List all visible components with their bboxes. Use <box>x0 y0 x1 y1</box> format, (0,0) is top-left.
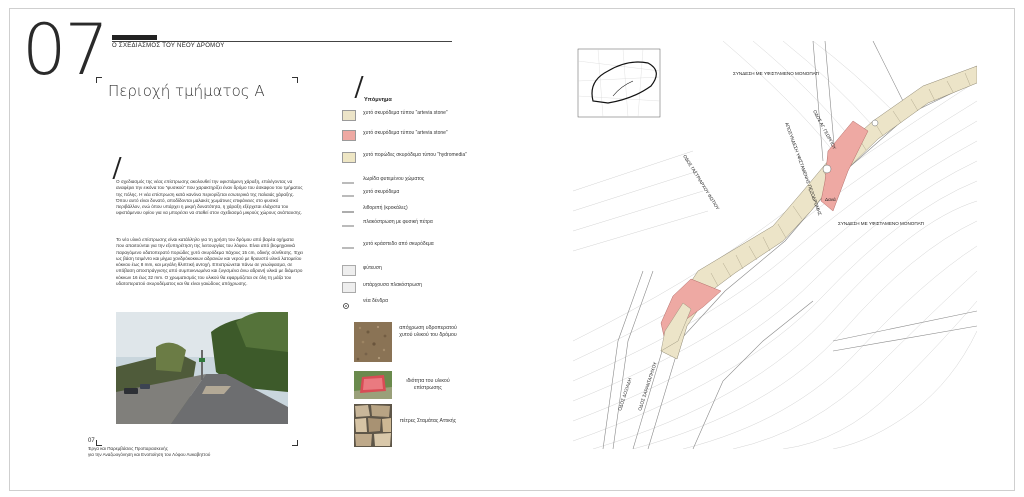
legend-label: υπάρχουσα πλακόστρωση <box>363 282 422 288</box>
legend-line <box>342 205 354 215</box>
chapter-number: 07 <box>22 9 108 91</box>
footer-line-2: για την Αναζωογόνηση και Ενοποίηση του Λόφου Λυκαβηττού <box>88 452 211 457</box>
legend-item <box>342 205 492 215</box>
legend-box <box>342 282 356 293</box>
legend-label: χυτό κράσπεδο από σκυρόδεμα <box>363 241 434 247</box>
site-plan-drawing <box>573 41 977 449</box>
tree-icon <box>342 298 354 308</box>
legend-title: Υπόμνημα <box>364 97 392 103</box>
crop-mark-tl <box>96 77 102 83</box>
crop-mark-br <box>292 440 298 446</box>
legend-label: χυτό σκυρόδεμα τύπου “artevia stone” <box>363 130 448 136</box>
legend-label: φύτευση <box>363 265 382 271</box>
body-paragraph-1: Ο σχεδιασμός της νέας επίστρωσης ακολουθεί την υφιστάμενη χάραξη, επιλέγοντας να αναφέρει την εικόνα του “φυσικού” που χαρακτηρίζει έναν δρόμο του άσκαφου του τμήματος της πόλης. Η νέα επίστρωση κατά κανόνα περιορίζεται εσωτερικά της παλαιάς χάραξης. Όπου αυτό είναι δυνατό, αποδίδονται μαλακές χωμάτινες επιφάνειες στο φυσικό περιβάλλον, ενώ όπου υπάρχει η μικρή δυνατότητα, η χάραξη εξέρχεται ελάχιστα του υφιστάμενου ορίου για να μπορέσει να σταθεί στον σχεδιασμό μικρούς χώρους ανάπαυσης. <box>116 179 303 216</box>
legend-swatch <box>342 130 356 141</box>
material-label-3: πέτρες Σταμάτας Αττικής <box>399 418 457 424</box>
legend-label: λωρίδα φυτεμένου χώματος <box>363 176 425 182</box>
section-title: Περιοχή τμήματος Α <box>108 82 265 100</box>
legend-item <box>342 282 492 292</box>
map-label-street-b: ΟΔΟΣ ΓΑΣΤΡΙΑΡΧΟΥ ΦΩΤΙΟΥ <box>682 153 721 211</box>
footer-line-1: Έργα και Παρεμβάσεις Προπαρασκευής <box>88 446 168 451</box>
map-label-stair: ΑΠΟΣΥΝΔΕΣΗ ΥΦΙΣΤΑΜΕΝΗΣ ΠΕΖΟΔΡΟΜΗΣ <box>784 121 823 217</box>
legend-swatch <box>342 110 356 121</box>
footer-page-number: 07 <box>88 438 95 444</box>
legend-item <box>342 176 492 186</box>
material-sample-stones <box>354 404 392 447</box>
heading-bar <box>112 35 157 40</box>
legend-label: πλακόστρωση με φυσική πέτρα <box>363 219 433 225</box>
legend-label: λιθοριπή (κροκάλες) <box>363 205 408 211</box>
legend-item <box>342 189 492 199</box>
material-sample-paving <box>354 371 392 399</box>
map-label-path-top: ΣΥΝΔΕΣΗ ΜΕ ΥΦΙΣΤΑΜΕΝΟ ΜΟΝΟΠΑΤΙ <box>733 71 820 76</box>
material-sample-gravel <box>354 322 392 362</box>
map-label-street-a: ΟΔΟΣ ΑΓ. ΓΕΩΡΓΙΟΥ <box>812 109 838 151</box>
legend-item <box>342 265 492 275</box>
legend-label: χυτό πορώδες σκυρόδεμα τύπου “hydromedia” <box>363 152 467 158</box>
legend-item <box>342 130 492 140</box>
map-label-street-c: ΟΔΟΣ ΔΟΞΙΑΔΗ <box>617 377 633 412</box>
legend-label: νέα δένδρα <box>363 298 389 304</box>
material-label-1: απόχρωση υδροπερατού χυτού υλικού του δρόμου <box>399 325 457 338</box>
map-label-small: Δανά <box>825 197 836 202</box>
legend-line <box>342 176 354 186</box>
legend-item <box>342 241 492 251</box>
legend-item <box>342 219 492 229</box>
legend-box <box>342 265 356 276</box>
material-label-2: ιδιότητα του υλικού επίστρωσης <box>406 378 450 391</box>
crop-mark-tr <box>292 77 298 83</box>
map-label-path-bottom: ΣΥΝΔΕΣΗ ΜΕ ΥΦΙΣΤΑΜΕΝΟ ΜΟΝΟΠΑΤΙ <box>838 221 925 226</box>
legend-line <box>342 189 354 199</box>
chapter-title: Ο ΣΧΕΔΙΑΣΜΟΣ ΤΟΥ ΝΕΟΥ ΔΡΟΜΟΥ <box>112 43 225 49</box>
legend-line <box>342 219 354 229</box>
legend-label: χυτό σκυρόδεμα <box>363 189 400 195</box>
legend-line <box>342 241 354 251</box>
legend-item <box>342 110 492 120</box>
legend-item <box>342 298 492 308</box>
legend-item <box>342 152 492 162</box>
legend-label: χυτό σκυρόδεμα τύπου “artevia stone” <box>363 110 448 116</box>
heading-rule <box>112 41 452 42</box>
legend-swatch <box>342 152 356 163</box>
map-label-street-d: ΟΔΟΣ ΣΑΡΑΝΤΑΠΗΧΟΥ <box>637 361 658 412</box>
body-paragraph-2: Το νέο υλικό επίστρωσης είναι κατάλληλο για τη χρήση του δρόμου από βαρέα οχήματα που απαιτούνται για την εξυπηρέτηση της λειτουργίας του λόφου. Είναι από βιομηχανικά παραγόμενο υδατοπερατό πορώδες χυτό σκυρόδεμα πάχους 15 cm, οδικής σύνθεσης. Έχει ως βάση τσιμέντο και μίγμα χονδρόκοκκων αδρανών και νερού με θραυστό υλικό λατομείου κόκκου έως 8 mm, και μεγάλη θλιπτική αντοχή. Επιστρώνεται πάνω σε γεωύφασμα, σε υπόβαση αποστράγγισης από συμπυκνωμένα και ζυγισμένα άνω αδρανή υλικά με διάμετρο κόκκων 16 έως 32 mm. Ο χρωματισμός του υλικού θα εφαρμόζεται σε όλη τη μάζα του υδατοπερατού σκυροδέματος και θα είναι γαιώδους απόχρωσης. <box>116 237 303 287</box>
street-photo <box>116 312 288 424</box>
